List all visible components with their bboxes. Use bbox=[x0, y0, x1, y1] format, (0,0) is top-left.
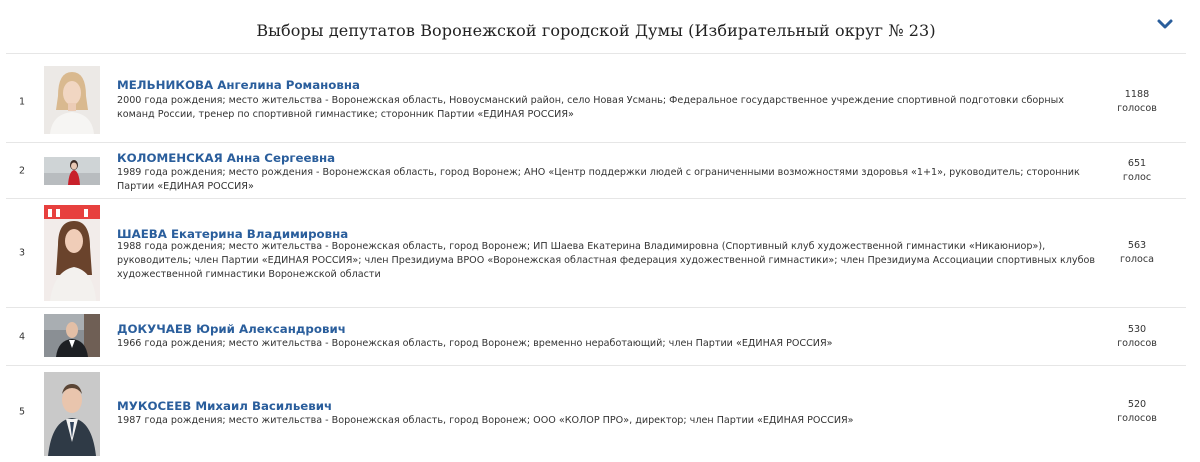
candidate-name[interactable]: ДОКУЧАЕВ Юрий Александрович bbox=[117, 322, 346, 336]
candidate-row bbox=[6, 366, 1186, 458]
candidate-votes bbox=[1112, 239, 1162, 267]
candidate-photo bbox=[44, 205, 100, 301]
page-title: Выборы депутатов Воронежской городской Думы (Избирательный округ № 23) bbox=[256, 21, 936, 40]
candidate-rank: 2 bbox=[19, 165, 26, 176]
votes-label: голосов bbox=[1117, 337, 1157, 349]
candidates-list bbox=[6, 62, 1186, 458]
votes-label: голосов bbox=[1117, 103, 1157, 114]
candidate-description: 1989 года рождения; место рождения - Воронежская область, город Воронеж; АНО «Центр поддержки людей с ограниченными возможностями здоровья «1+1», руководитель; сторонник Партии «ЕДИНАЯ РОССИЯ» bbox=[117, 167, 1080, 192]
candidate-photo bbox=[44, 157, 100, 185]
candidate-name[interactable]: МЕЛЬНИКОВА Ангелина Романовна bbox=[117, 78, 360, 92]
candidate-votes bbox=[1112, 323, 1162, 351]
candidate-row bbox=[6, 308, 1186, 366]
votes-count: 1188 bbox=[1124, 89, 1150, 100]
votes-label: голоса bbox=[1119, 254, 1155, 265]
candidate-description: 1987 года рождения; место жительства - Воронежская область, город Воронеж; ООО «КОЛОР ПРО», директор; член Партии «ЕДИНАЯ РОССИЯ» bbox=[117, 415, 854, 426]
election-header bbox=[6, 0, 1186, 54]
votes-count: 651 bbox=[1127, 157, 1147, 169]
votes-label: голос bbox=[1122, 171, 1152, 183]
votes-count: 563 bbox=[1127, 240, 1147, 251]
candidate-votes bbox=[1112, 157, 1162, 185]
candidate-row bbox=[6, 62, 1186, 143]
candidate-photo bbox=[44, 66, 100, 134]
votes-label: голосов bbox=[1117, 413, 1157, 424]
votes-count: 530 bbox=[1127, 323, 1147, 335]
candidate-row bbox=[6, 143, 1186, 199]
candidate-votes bbox=[1112, 398, 1162, 426]
candidate-rank: 1 bbox=[19, 96, 26, 108]
candidate-rank: 3 bbox=[19, 247, 26, 259]
candidate-description: 1988 года рождения; место жительства - Воронежская область, город Воронеж; ИП Шаева Екатерина Владимировна (Спортивный клуб художественной гимнастики «Никаюниор»), руководитель; член Партии «ЕДИНАЯ РОССИЯ»; член Президиума ВРОО «Воронежская областная федерация художественной гимнастики»; член Президиума Ассоциации спортивных клубов художественной гимнастики Воронежской области bbox=[117, 241, 1096, 280]
votes-count: 520 bbox=[1127, 399, 1147, 410]
candidate-description: 2000 года рождения; место жительства - Воронежская область, Новоусманский район, село Новая Усмань; Федеральное государственное учреждение спортивной подготовки сборных команд России, тренер по спортивной гимнастике; сторонник Партии «ЕДИНАЯ РОССИЯ» bbox=[117, 95, 1064, 120]
candidate-row bbox=[6, 199, 1186, 308]
candidate-rank: 5 bbox=[19, 406, 26, 418]
chevron-down-icon[interactable] bbox=[1156, 15, 1174, 33]
candidate-name[interactable]: МУКОСЕЕВ Михаил Васильевич bbox=[117, 399, 333, 413]
candidate-name[interactable]: КОЛОМЕНСКАЯ Анна Сергеевна bbox=[117, 151, 336, 165]
candidate-description: 1966 года рождения; место жительства - Воронежская область, город Воронеж; временно неработающий; член Партии «ЕДИНАЯ РОССИЯ» bbox=[117, 338, 833, 349]
candidate-photo bbox=[44, 314, 100, 357]
candidate-votes bbox=[1112, 88, 1162, 116]
candidate-name[interactable]: ШАЕВА Екатерина Владимировна bbox=[117, 227, 349, 241]
candidate-photo bbox=[44, 372, 100, 456]
candidate-rank: 4 bbox=[19, 331, 26, 342]
